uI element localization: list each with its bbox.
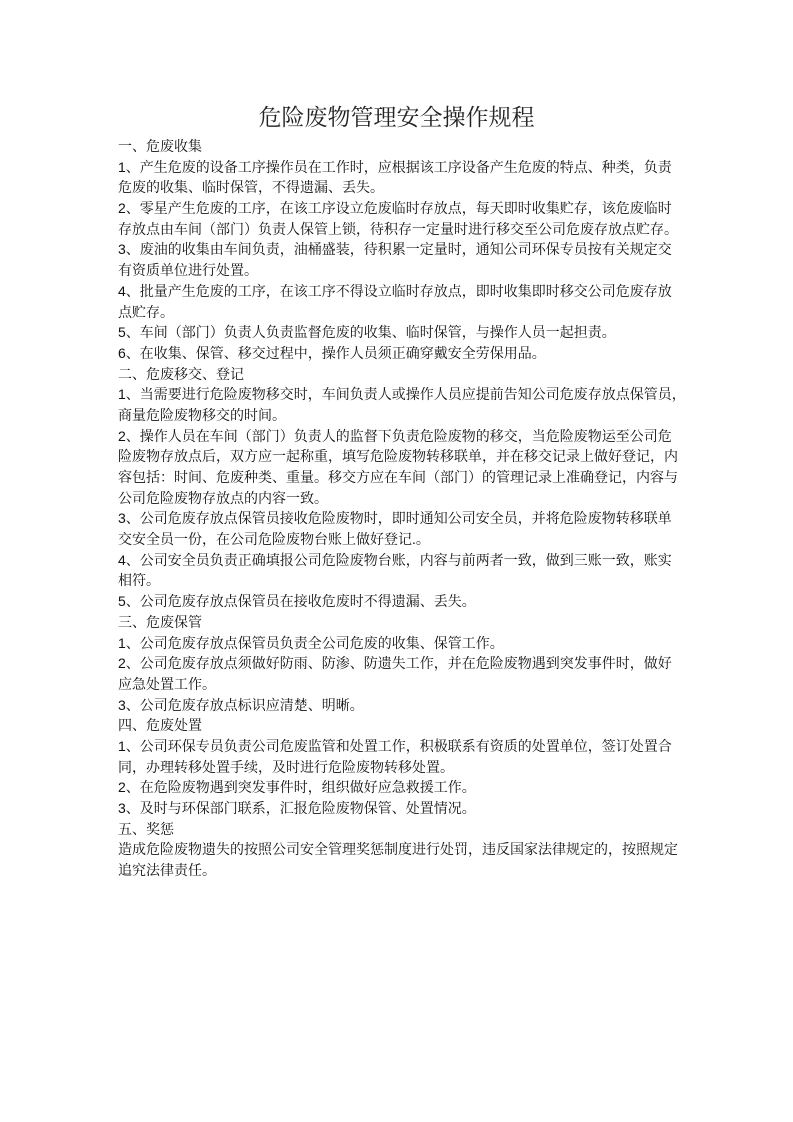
paragraph-line: 1、产生危废的设备工序操作员在工作时，应根据该工序设备产生危废的特点、种类，负责 (118, 158, 672, 175)
paragraph-line: 有资质单位进行处置。 (118, 262, 258, 279)
document-body (118, 136, 688, 881)
paragraph-line: 3、废油的收集由车间负责，油桶盛装，待积累一定量时，通知公司环保专员按有关规定交 (118, 241, 672, 258)
paragraph-line: 容包括：时间、危废种类、重量。移交方应在车间（部门）的管理记录上准确登记，内容与 (118, 469, 678, 485)
section (118, 715, 688, 818)
paragraph-line: 危废的收集、临时保管，不得遗漏、丢失。 (118, 179, 384, 196)
paragraph-line: 追究法律责任。 (118, 862, 216, 879)
paragraph (118, 777, 688, 798)
paragraph-line: 交安全员一份，在公司危险废物台账上做好登记.。 (118, 531, 430, 548)
paragraph (118, 343, 688, 364)
paragraph-line: 5、车间（部门）负责人负责监督危废的收集、临时保管，与操作人员一起担责。 (118, 324, 616, 341)
paragraph (118, 322, 688, 343)
section-heading: 二、危废移交、登记 (118, 365, 244, 382)
paragraph-line: 点贮存。 (118, 303, 174, 320)
paragraph (118, 550, 688, 591)
paragraph (118, 653, 688, 694)
paragraph-line: 3、及时与环保部门联系，汇报危险废物保管、处置情况。 (118, 800, 476, 816)
paragraph-line: 5、公司危废存放点保管员在接收危废时不得遗漏、丢失。 (118, 593, 476, 610)
paragraph-line: 2、公司危废存放点须做好防雨、防渗、防遗失工作，并在危险废物遇到突发事件时，做好 (118, 655, 672, 672)
paragraph-line: 2、操作人员在车间（部门）负责人的监督下负责危险废物的移交，当危险废物运至公司危 (118, 427, 672, 444)
section (118, 136, 688, 364)
section (118, 364, 688, 612)
section-heading: 五、奖惩 (118, 820, 174, 837)
paragraph (118, 157, 688, 198)
section-heading: 四、危废处置 (118, 717, 202, 734)
paragraph-line: 1、当需要进行危险废物移交时，车间负责人或操作人员应提前告知公司危废存放点保管员， (118, 386, 686, 403)
paragraph-line: 2、在危险废物遇到突发事件时，组织做好应急救援工作。 (118, 779, 476, 796)
paragraph-line: 造成危险废物遗失的按照公司安全管理奖惩制度进行处罚，违反国家法律规定的，按照规定 (118, 841, 678, 858)
paragraph-line: 相符。 (118, 572, 160, 589)
section-heading: 一、危废收集 (118, 138, 202, 154)
paragraph (118, 695, 688, 716)
paragraph-line: 存放点由车间（部门）负责人保管上锁，待积存一定量时进行移交至公司危废存放点贮存。 (118, 220, 678, 237)
paragraph-line: 险废物存放点后，双方应一起称重，填写危险废物转移联单，并在移交记录上做好登记，内 (118, 448, 678, 465)
paragraph (118, 633, 688, 654)
paragraph-line: 4、公司安全员负责正确填报公司危险废物台账，内容与前两者一致，做到三账一致，账实 (118, 551, 672, 568)
section-heading: 三、危废保管 (118, 613, 202, 630)
paragraph (118, 384, 688, 425)
paragraph-line: 3、公司危废存放点保管员接收危险废物时，即时通知公司安全员，并将危险废物转移联单 (118, 510, 672, 527)
paragraph-line: 同，办理转移处置手续，及时进行危险废物转移处置。 (118, 758, 454, 775)
paragraph (118, 239, 688, 280)
paragraph (118, 798, 688, 819)
section (118, 612, 688, 715)
paragraph-line: 1、公司危废存放点保管员负责全公司危废的收集、保管工作。 (118, 634, 504, 651)
paragraph-line: 6、在收集、保管、移交过程中，操作人员须正确穿戴安全劳保用品。 (118, 344, 546, 361)
paragraph-line: 公司危险废物存放点的内容一致。 (118, 489, 328, 506)
paragraph (118, 281, 688, 322)
paragraph (118, 736, 688, 777)
paragraph-line: 1、公司环保专员负责公司危废监管和处置工作，积极联系有资质的处置单位，签订处置合 (118, 737, 672, 754)
section (118, 819, 688, 881)
paragraph (118, 508, 688, 549)
paragraph (118, 591, 688, 612)
paragraph-line: 2、零星产生危废的工序，在该工序设立危废临时存放点，每天即时收集贮存，该危废临时 (118, 200, 672, 217)
paragraph-line: 3、公司危废存放点标识应清楚、明晰。 (118, 696, 364, 713)
paragraph-line: 商量危险废物移交的时间。 (118, 406, 286, 423)
paragraph (118, 839, 688, 880)
paragraph (118, 198, 688, 239)
document-title: 危险废物管理安全操作规程 (258, 104, 535, 130)
paragraph-line: 4、批量产生危废的工序，在该工序不得设立临时存放点，即时收集即时移交公司危废存放 (118, 282, 672, 299)
paragraph (118, 426, 688, 509)
paragraph-line: 应急处置工作。 (118, 675, 216, 692)
